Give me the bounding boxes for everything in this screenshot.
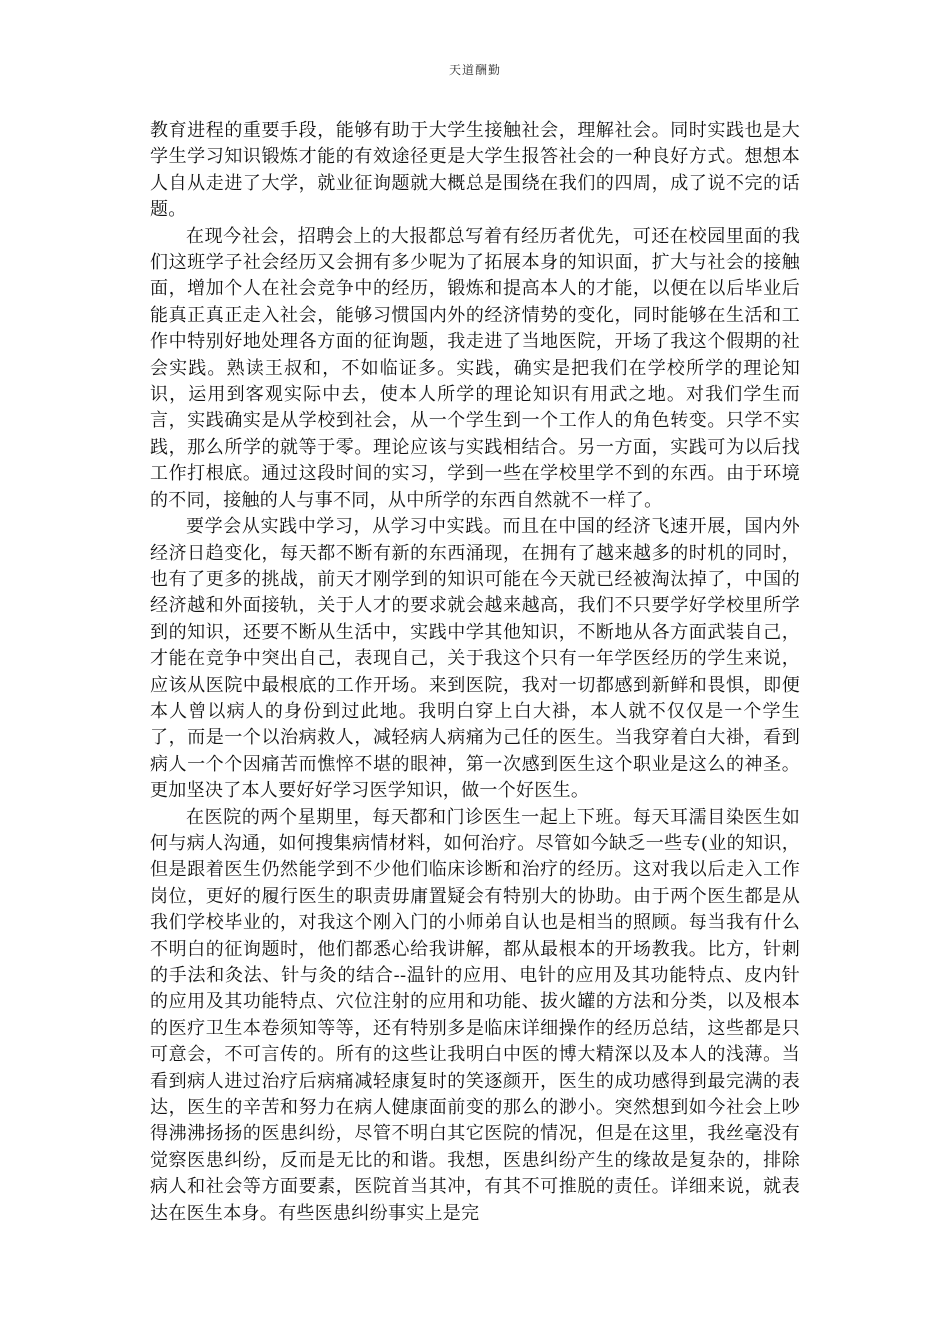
paragraph-3: 要学会从实践中学习，从学习中实践。而且在中国的经济飞速开展，国内外经济日趋变化，每天都不断有新的东西涌现，在拥有了越来越多的时机的同时，也有了更多的挑战，前天才刚学到的知识可能在今天就已经被淘汰掉了，中国的经济越和外面接轨，关于人才的要求就会越来越高，我们不只要学好学校里所学到的知识，还要不断从生活中，实践中学其他知识，不断地从各方面武装自己，才能在竞争中突出自己，表现自己，关于我这个只有一年学医经历的学生来说，应该从医院中最根底的工作开场。来到医院，我对一切都感到新鲜和畏惧，即便本人曾以病人的身份到过此地。我明白穿上白大褂，本人就不仅仅是一个学生了，而是一个以治病救人，减轻病人病痛为己任的医生。当我穿着白大褂，看到病人一个个因痛苦而憔悴不堪的眼神，第一次感到医生这个职业是这么的神圣。更加坚决了本人要好好学习医学知识，做一个好医生。 bbox=[150, 516, 800, 802]
paragraph-4: 在医院的两个星期里，每天都和门诊医生一起上下班。每天耳濡目染医生如何与病人沟通，如何搜集病情材料，如何治疗。尽管如今缺乏一些专(业的知识，但是跟着医生仍然能学到不少他们临床诊断和治疗的经历。这对我以后走入工作岗位，更好的履行医生的职责毋庸置疑会有特别大的协助。由于两个医生都是从我们学校毕业的，对我这个刚入门的小师弟自认也是相当的照顾。每当我有什么不明白的征询题时，他们都悉心给我讲解，都从最根本的开场教我。比方，针刺的手法和灸法、针与灸的结合--温针的应用、电针的应用及其功能特点、皮内针的应用及其功能特点、穴位注射的应用和功能、拔火罐的方法和分类，以及根本的医疗卫生本卷须知等等，还有特别多是临床详细操作的经历总结，这些都是只可意会，不可言传的。所有的这些让我明白中医的博大精深以及本人的浅薄。当看到病人进过治疗后病痛减轻康复时的笑逐颜开，医生的成功感得到最完满的表达，医生的辛苦和努力在病人健康面前变的那么的渺小。突然想到如今社会上吵得沸沸扬扬的医患纠纷，尽管不明白其它医院的情况，但是在这里，我丝毫没有觉察医患纠纷，反而是无比的和谐。我想，医患纠纷产生的缘故是复杂的，排除病人和社会等方面要素，医院首当其冲，有其不可推脱的责任。详细来说，就表达在医生本身。有些医患纠纷事实上是完 bbox=[150, 806, 800, 1224]
paragraph-2: 在现今社会，招聘会上的大报都总写着有经历者优先，可还在校园里面的我们这班学子社会经历又会拥有多少呢为了拓展本身的知识面，扩大与社会的接触面，增加个人在社会竞争中的经历，锻炼和提高本人的才能，以便在以后毕业后能真正真正走入社会，能够习惯国内外的经济情势的变化，同时能够在生活和工作中特别好地处理各方面的征询题，我走进了当地医院，开场了我这个假期的社会实践。熟读王叔和，不如临证多。实践，确实是把我们在学校所学的理论知识，运用到客观实际中去，使本人所学的理论知识有用武之地。对我们学生而言，实践确实是从学校到社会，从一个学生到一个工作人的角色转变。只学不实践，那么所学的就等于零。理论应该与实践相结合。另一方面，实践可为以后找工作打根底。通过这段时间的实习，学到一些在学校里学不到的东西。由于环境的不同，接触的人与事不同，从中所学的东西自然就不一样了。 bbox=[150, 225, 800, 511]
paragraph-1: 教育进程的重要手段，能够有助于大学生接触社会，理解社会。同时实践也是大学生学习知识锻炼才能的有效途径更是大学生报答社会的一种良好方式。想想本人自从走进了大学，就业征询题就大概总是围绕在我们的四周，成了说不完的话题。 bbox=[150, 120, 800, 221]
page-header: 天道酬勤 bbox=[448, 63, 501, 77]
document-body bbox=[150, 118, 800, 1227]
